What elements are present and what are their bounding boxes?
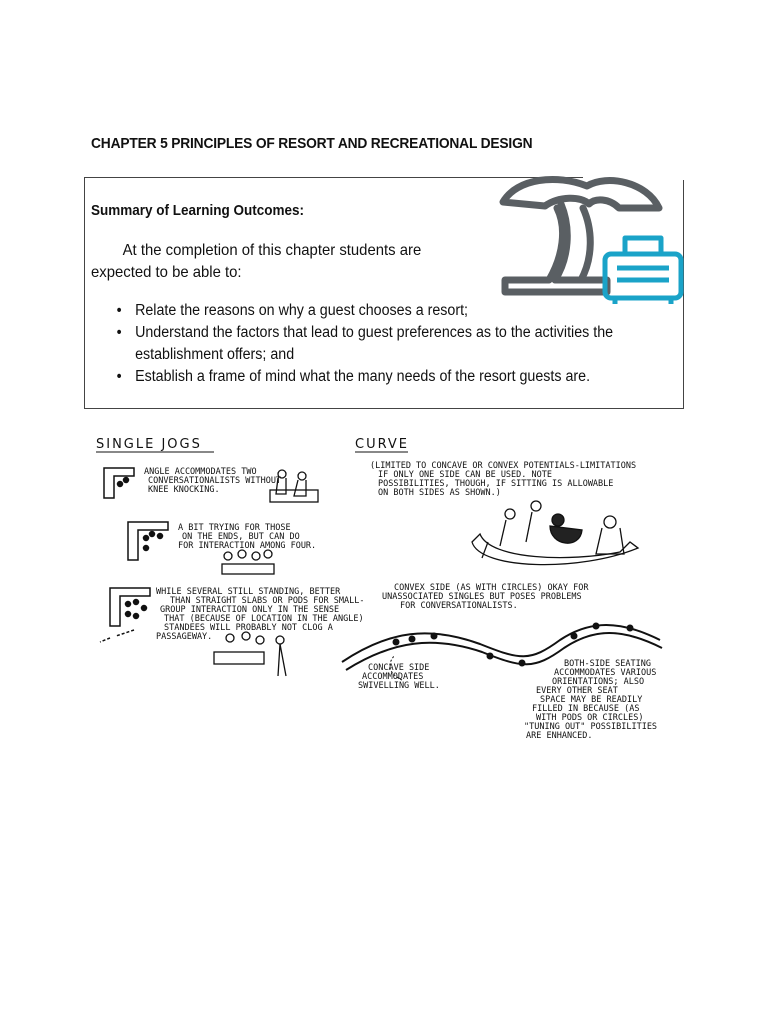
- intro-paragraph: [91, 240, 463, 284]
- list-item: [113, 322, 678, 366]
- bullet: •: [116, 368, 122, 385]
- outcome-text: Establish a frame of mind what the many needs of the resort guests are.: [135, 368, 591, 385]
- jog-plan-2: [128, 522, 168, 560]
- summary-heading: Summary of Learning Outcomes:: [91, 202, 305, 219]
- curve-title: CURVE: [355, 437, 410, 452]
- jog3-text: WHILE SEVERAL STILL STANDING, BETTER THAN STRAIGHT SLABS OR PODS FOR SMALL- GROUP INTERACTION ONLY IN THE SENSE THAT (BECAUSE OF LOCATION IN THE ANGLE) STANDEES WILL PROBABLY NOT CLOG A PASSAGEWAY.: [156, 587, 365, 642]
- jog-plan-1: [104, 468, 134, 498]
- seating-sketch: [90, 430, 670, 750]
- curve-bench-figures: [472, 501, 638, 565]
- jog-plan-3: [100, 588, 150, 642]
- outcome-text: Understand the factors that lead to guest preferences as to the activities the establishment offers; and: [135, 324, 614, 363]
- outcome-text: Relate the reasons on why a guest chooses a resort;: [135, 302, 469, 319]
- bullet: •: [116, 324, 122, 341]
- intro-line-2: expected to be able to:: [91, 264, 242, 281]
- concave-text: CONCAVE SIDE ACCOMMODATES SWIVELLING WELL.: [358, 663, 440, 691]
- figures-3: [214, 632, 286, 676]
- outcomes-list: [113, 300, 658, 388]
- figures-1: [270, 470, 318, 502]
- jog2-text: A BIT TRYING FOR THOSE ON THE ENDS, BUT CAN DO FOR INTERACTION AMONG FOUR.: [178, 523, 317, 551]
- figures-2: [222, 550, 274, 574]
- palm-tree-luggage-icon: [497, 168, 689, 308]
- chapter-title: CHAPTER 5 PRINCIPLES OF RESORT AND RECREATIONAL DESIGN: [91, 135, 533, 152]
- luggage-icon: [605, 238, 681, 304]
- convex-text: CONVEX SIDE (AS WITH CIRCLES) OKAY FOR UNASSOCIATED SINGLES BUT POSES PROBLEMS FOR CONVERSATIONALISTS.: [382, 583, 589, 611]
- both-side-text: BOTH-SIDE SEATING ACCOMMODATES VARIOUS ORIENTATIONS; ALSO EVERY OTHER SEAT SPACE MAY BE READILY FILLED IN BECAUSE (AS WITH PODS OR CIRCLES) "TUNING OUT" POSSIBILITIES ARE ENHANCED.: [524, 659, 658, 741]
- single-jogs-title: SINGLE JOGS: [96, 437, 202, 452]
- jog1-text: ANGLE ACCOMMODATES TWO CONVERSATIONALISTS WITHOUT KNEE KNOCKING.: [144, 467, 282, 495]
- curve-intro-text: (LIMITED TO CONCAVE OR CONVEX POTENTIALS-LIMITATIONS IF ONLY ONE SIDE CAN BE USED. NOTE POSSIBILITIES, THOUGH, IF SITTING IS ALLOWABLE ON BOTH SIDES AS SHOWN.): [370, 461, 637, 498]
- intro-line-1: At the completion of this chapter students are: [122, 242, 422, 259]
- list-item: [113, 366, 678, 388]
- bullet: •: [116, 302, 122, 319]
